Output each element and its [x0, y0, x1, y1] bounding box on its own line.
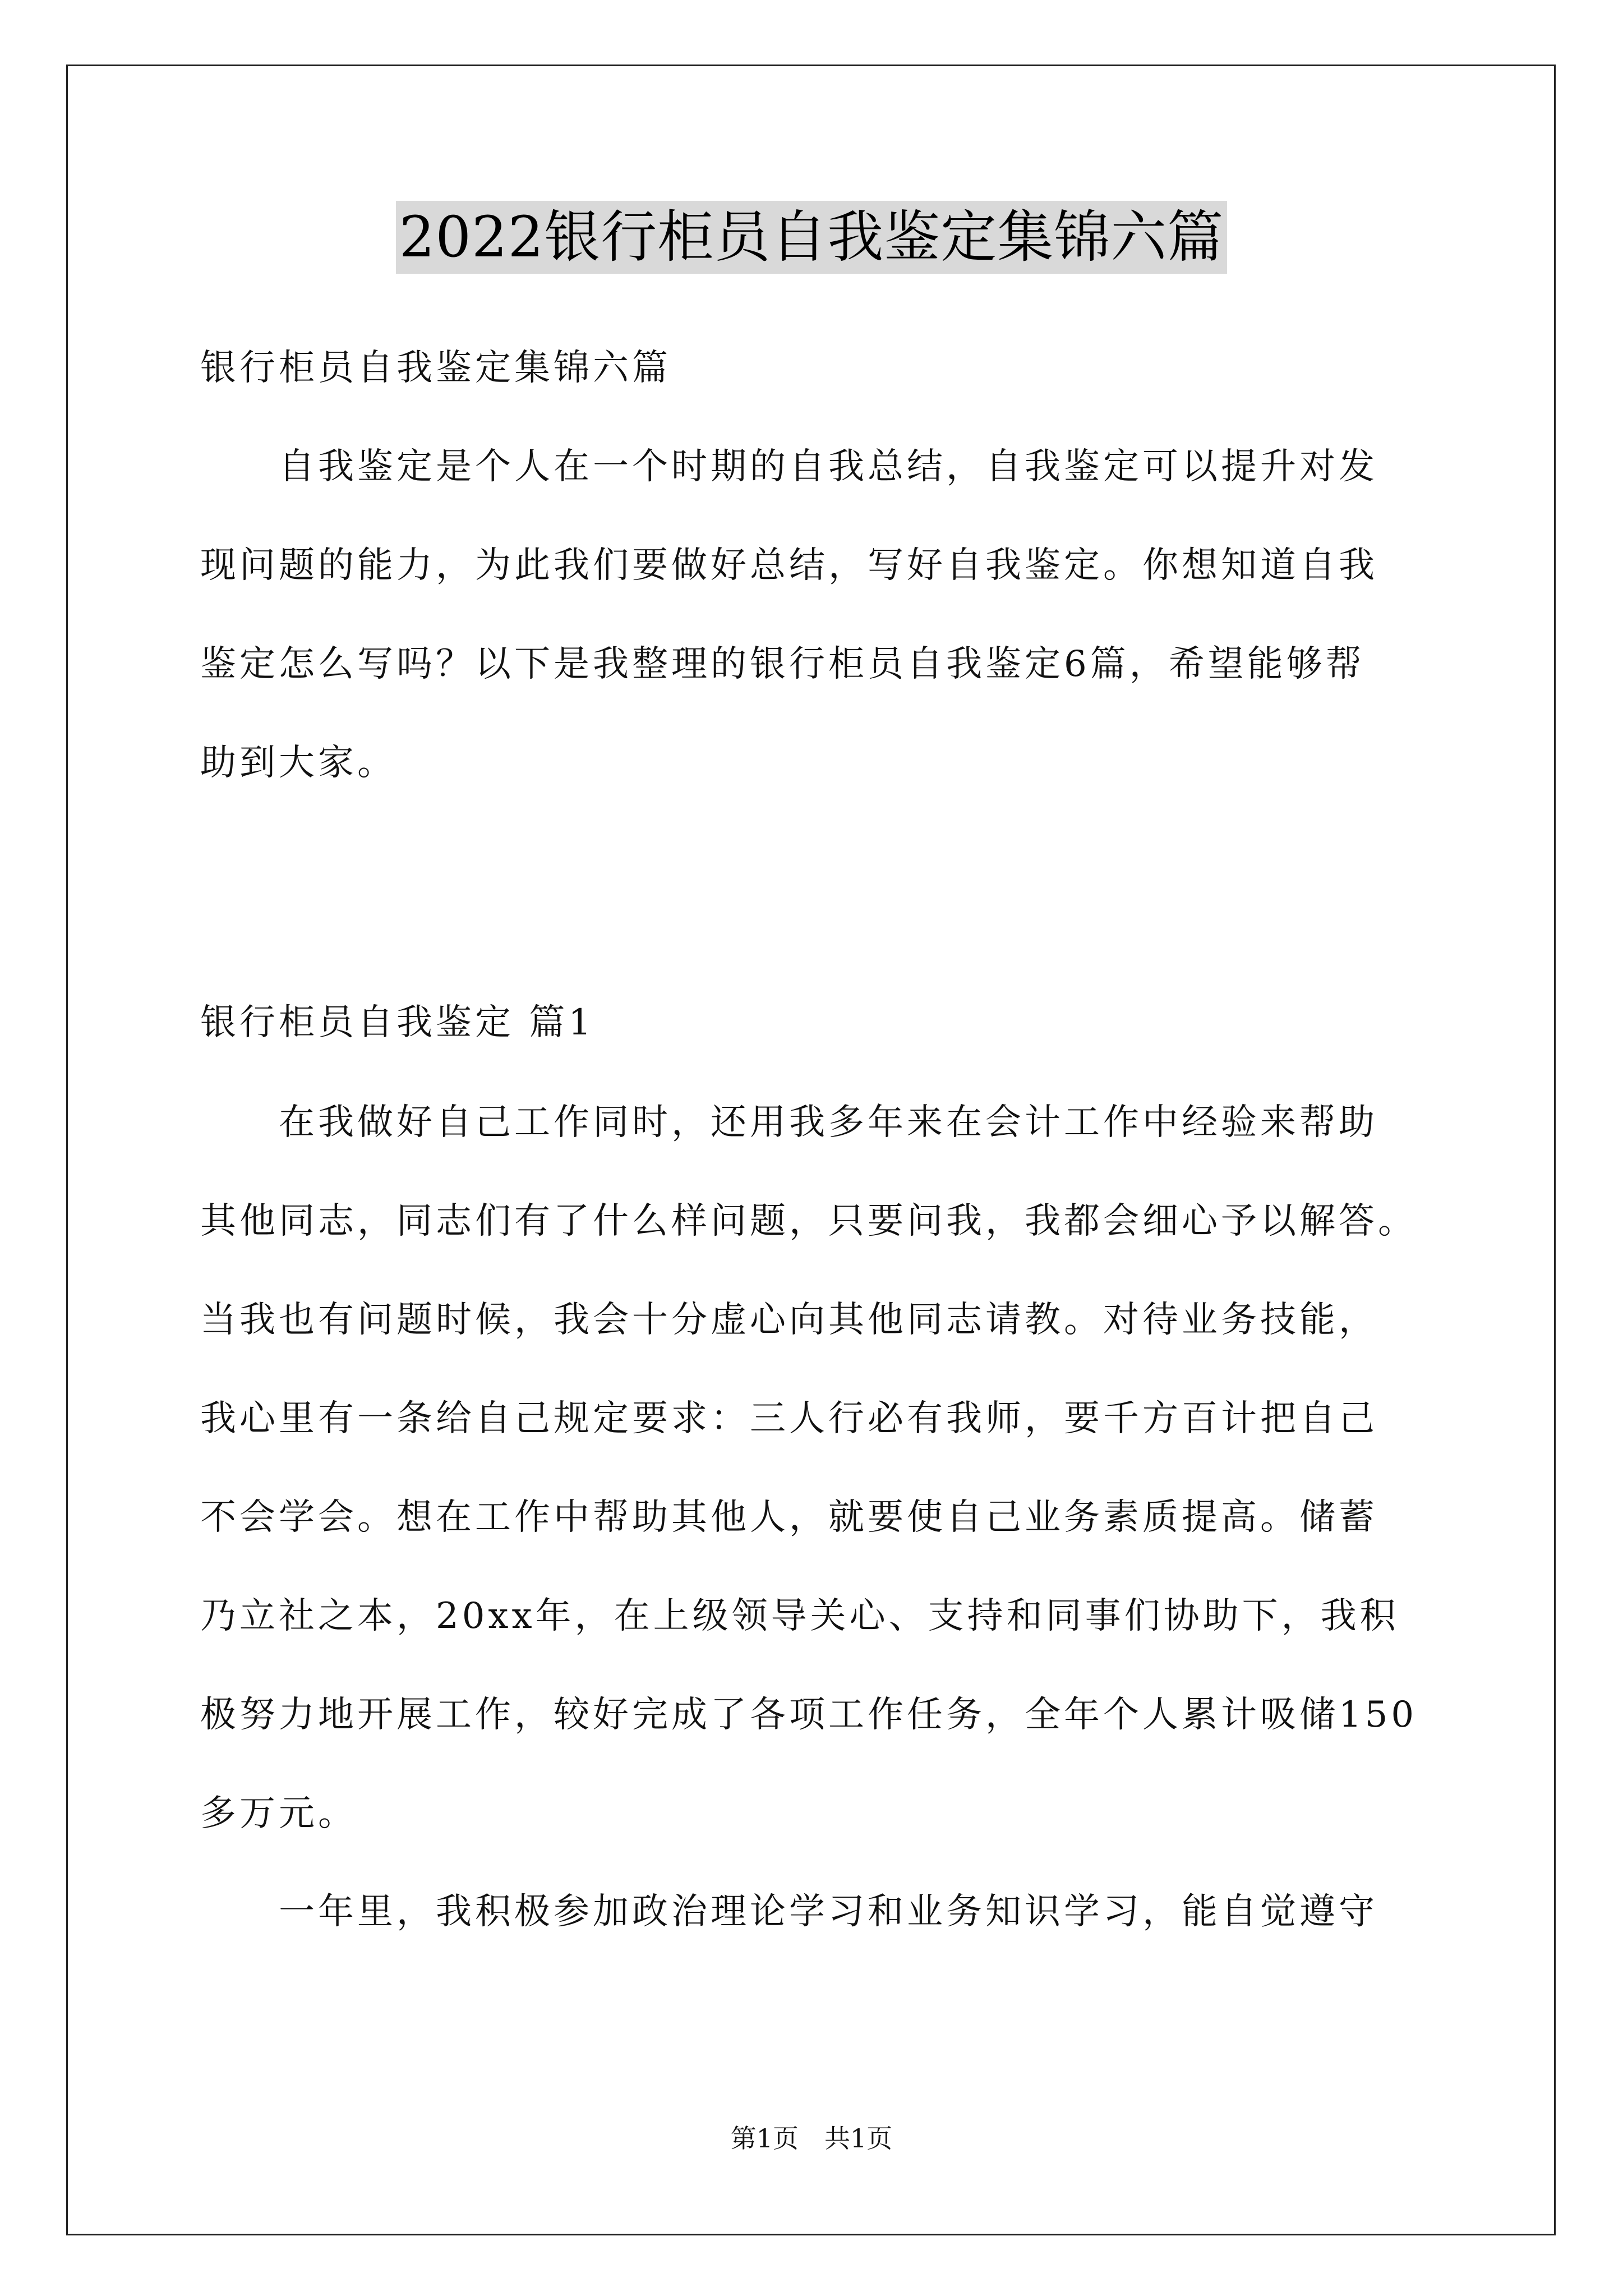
intro-line: 自我鉴定是个人在一个时期的自我总结，自我鉴定可以提升对发 [200, 446, 1378, 487]
paragraph-line: 极努力地开展工作，较好完成了各项工作任务，全年个人累计吸储150 [200, 1694, 1418, 1736]
paragraph-line: 乃立社之本，20xx年，在上级领导关心、支持和同事们协助下，我积 [200, 1595, 1399, 1637]
paragraph-line: 在我做好自己工作同时，还用我多年来在会计工作中经验来帮助 [200, 1102, 1378, 1143]
page-footer [0, 2123, 1623, 2154]
intro-line: 鉴定怎么写吗？以下是我整理的银行柜员自我鉴定6篇，希望能够帮 [200, 643, 1365, 685]
document-subtitle: 银行柜员自我鉴定集锦六篇 [200, 347, 671, 389]
paragraph-line: 当我也有问题时候，我会十分虚心向其他同志请教。对待业务技能， [200, 1299, 1378, 1341]
page-number: 第1页 共1页 [730, 2123, 893, 2154]
paragraph-line: 其他同志，同志们有了什么样问题，只要问我，我都会细心予以解答。 [200, 1200, 1417, 1242]
intro-line: 现问题的能力，为此我们要做好总结，写好自我鉴定。你想知道自我 [200, 545, 1378, 586]
title-container [0, 201, 1623, 274]
paragraph-line: 我心里有一条给自己规定要求：三人行必有我师，要千方百计把自己 [200, 1398, 1378, 1439]
section-heading: 银行柜员自我鉴定 篇1 [200, 1002, 595, 1043]
paragraph-line: 多万元。 [200, 1793, 357, 1834]
paragraph-line: 一年里，我积极参加政治理论学习和业务知识学习，能自觉遵守 [200, 1891, 1378, 1932]
paragraph-line: 不会学会。想在工作中帮助其他人，就要使自己业务素质提高。储蓄 [200, 1497, 1378, 1538]
document-title: 2022银行柜员自我鉴定集锦六篇 [396, 201, 1228, 274]
intro-line: 助到大家。 [200, 742, 396, 784]
